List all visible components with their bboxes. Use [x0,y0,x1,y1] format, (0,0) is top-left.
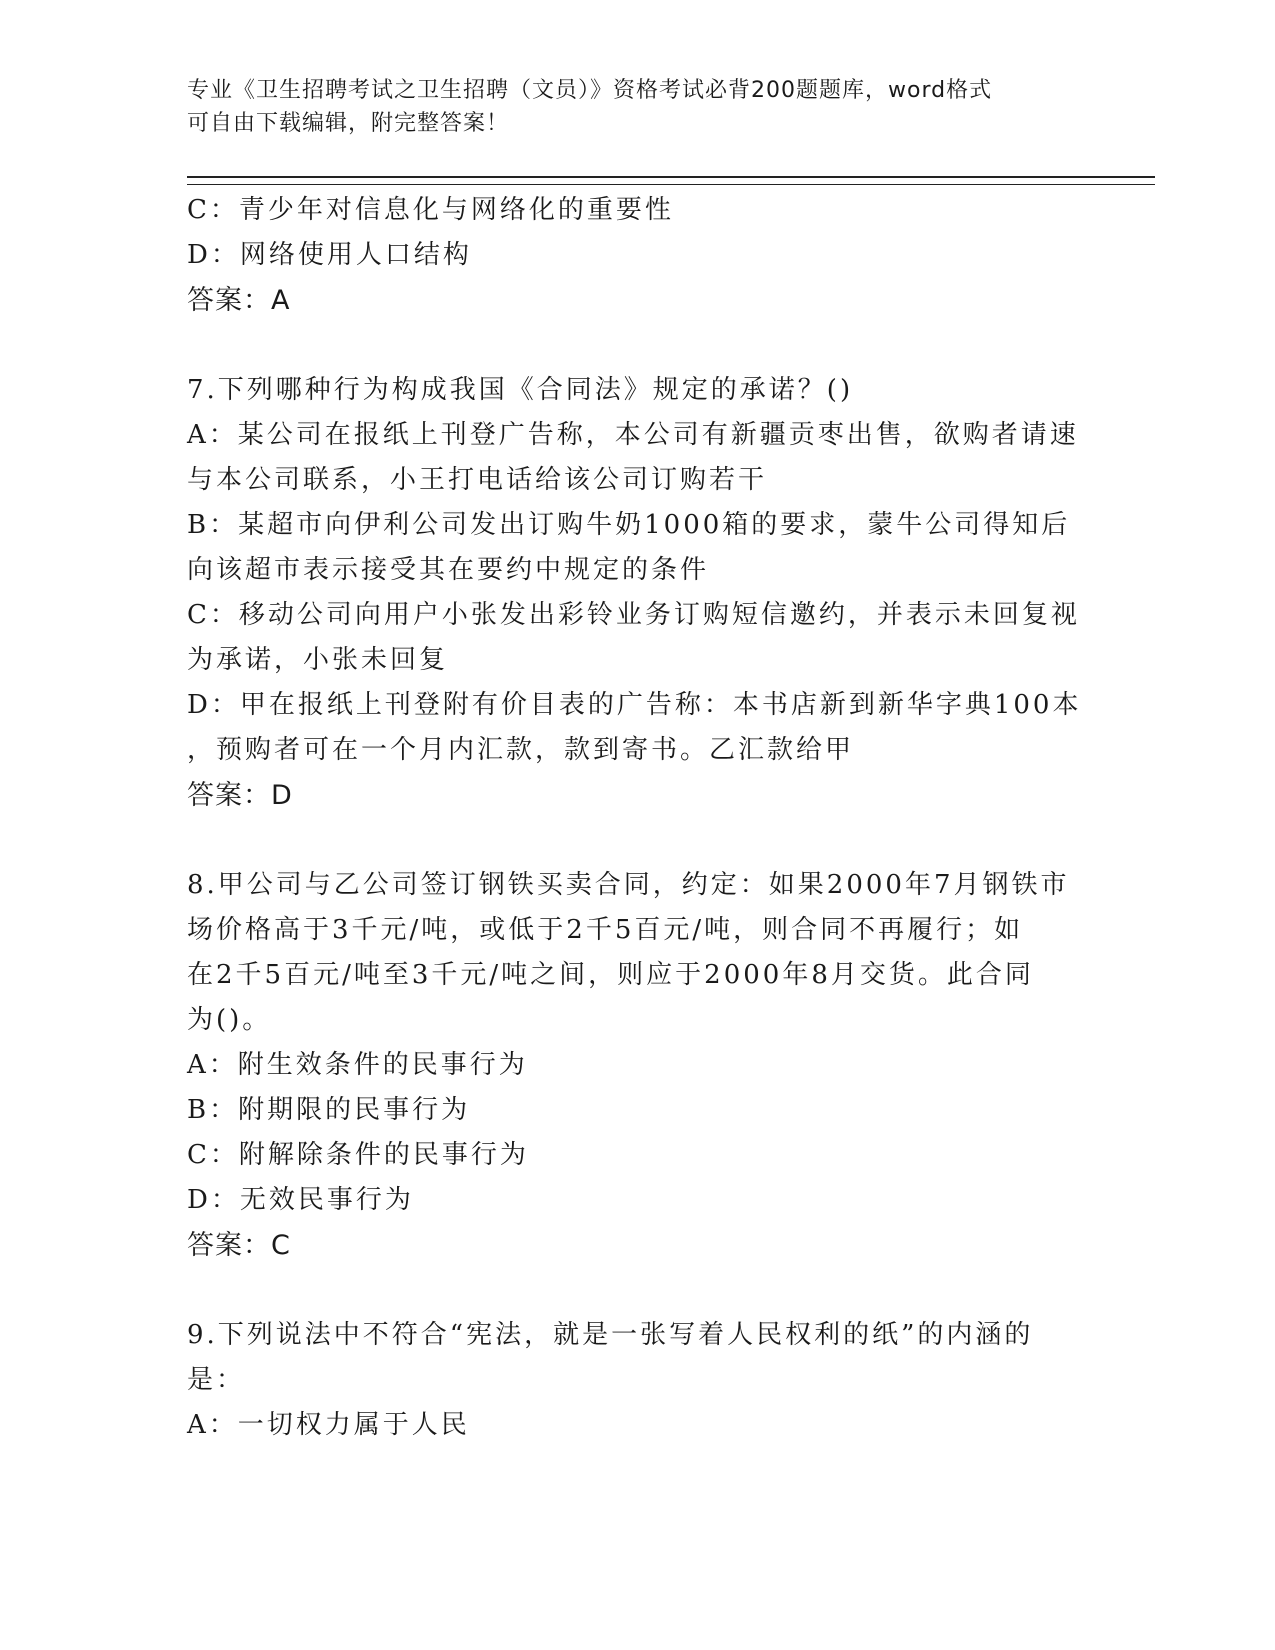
option-d: D：甲在报纸上刊登附有价目表的广告称：本书店新到新华字典100本 [187,690,1082,720]
question-7 [187,368,1087,818]
answer-line: 答案：A [187,285,291,316]
question-stem-cont: 在2千5百元/吨至3千元/吨之间，则应于2000年8月交货。此合同 [187,960,1034,990]
option-b-cont: 向该超市表示接受其在要约中规定的条件 [187,555,710,585]
option-c-cont: 为承诺，小张未回复 [187,645,449,675]
option-d: D：网络使用人口结构 [187,240,472,270]
option-c: C：移动公司向用户小张发出彩铃业务订购短信邀约，并表示未回复视 [187,600,1080,630]
answer-line: 答案：C [187,1230,291,1261]
spacer [187,818,1087,863]
option-d: D：无效民事行为 [187,1185,414,1215]
answer-line: 答案：D [187,780,293,811]
header-title-line-1: 专业《卫生招聘考试之卫生招聘（文员）》资格考试必背200题题库，word格式 [187,78,993,103]
option-d-cont: ，预购者可在一个月内汇款，款到寄书。乙汇款给甲 [187,735,855,765]
option-b: B：附期限的民事行为 [187,1095,471,1125]
carryover-block [187,188,1087,323]
document-body [187,188,1087,1448]
question-stem: 9.下列说法中不符合“宪法，就是一张写着人民权利的纸”的内涵的 [187,1320,1034,1350]
option-a: A：一切权力属于人民 [187,1410,470,1440]
option-c: C：附解除条件的民事行为 [187,1140,529,1170]
question-8 [187,863,1087,1268]
question-stem-cont: 为()。 [187,1005,272,1035]
option-a: A：某公司在报纸上刊登广告称，本公司有新疆贡枣出售，欲购者请速 [187,420,1079,450]
option-b: B：某超市向伊利公司发出订购牛奶1000箱的要求，蒙牛公司得知后 [187,510,1071,540]
header-divider [187,176,1155,185]
option-a: A：附生效条件的民事行为 [187,1050,528,1080]
option-a-cont: 与本公司联系，小王打电话给该公司订购若干 [187,465,768,495]
spacer [187,1268,1087,1313]
page-header [187,74,1067,140]
question-9 [187,1313,1087,1448]
question-stem-cont: 场价格高于3千元/吨，或低于2千5百元/吨，则合同不再履行；如 [187,915,1024,945]
header-title-line-2: 可自由下载编辑，附完整答案！ [187,111,510,136]
spacer [187,323,1087,368]
question-stem: 7.下列哪种行为构成我国《合同法》规定的承诺？() [187,375,854,405]
option-c: C：青少年对信息化与网络化的重要性 [187,195,674,225]
question-stem-cont: 是： [187,1365,246,1395]
question-stem: 8.甲公司与乙公司签订钢铁买卖合同，约定：如果2000年7月钢铁市 [187,870,1070,900]
